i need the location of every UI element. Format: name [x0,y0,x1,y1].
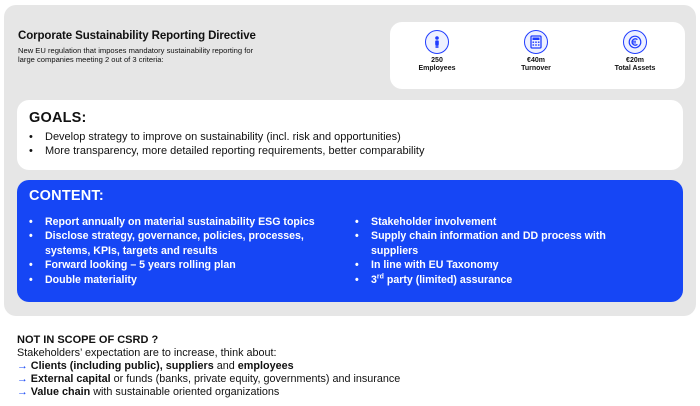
emphasis: Clients (including public) [30,360,160,372]
content-list-left [29,215,344,287]
content-item: • In line with EU Taxonomy [355,258,655,272]
csrd-header [18,30,318,64]
not-in-scope-title: NOT IN SCOPE OF CSRD ? [17,334,159,346]
ordinal-number: 3 [371,273,377,286]
criterion-turnover [501,30,571,73]
goals-card [17,100,683,170]
criterion-label: Total Assets [614,65,656,72]
emphasis: employees [237,360,294,372]
criterion-employees [402,30,472,73]
criterion-value: 250 [431,57,443,64]
content-item [355,273,655,287]
scope-line-value-chain [17,386,617,399]
goal-item: • More transparency, more detailed reporting requirements, better comparability [29,144,671,158]
person-icon [425,30,449,54]
criterion-value: €20m [626,57,644,64]
criterion-value: €40m [527,57,545,64]
emphasis: , [159,360,166,372]
content-item: • Disclose strategy, governance, policies, processes, systems, KPIs, targets and results [29,229,344,258]
content-item: • Supply chain information and DD process with suppliers [355,229,655,258]
not-in-scope-section [17,334,617,399]
emphasis: suppliers [165,360,214,372]
calculator-icon [524,30,548,54]
goals-title: GOALS: [29,110,87,126]
scope-line-capital [17,373,617,386]
connector-text: and [213,360,238,372]
csrd-description: New EU regulation that imposes mandatory sustainability reporting for large companies meeting 2 out of 3 criteria: [18,46,254,64]
line-text: or funds (banks, private equity, governments) and insurance [110,373,401,385]
scope-line-clients [17,360,617,373]
criterion-total-assets [600,30,670,73]
criterion-label: Employees [418,65,456,72]
csrd-title: Corporate Sustainability Reporting Directive [18,30,256,42]
content-item: • Stakeholder involvement [355,215,655,229]
content-card [17,180,683,302]
emphasis: External capital [30,373,111,385]
euro-icon [623,30,647,54]
emphasis: Value chain [30,386,91,398]
content-item: • Report annually on material sustainability ESG topics [29,215,344,229]
goals-list [29,130,671,158]
assurance-text: party (limited) assurance [383,273,513,286]
line-text: with sustainable oriented organizations [90,386,280,398]
content-title: CONTENT: [29,188,104,204]
arrow-right-icon: → [17,386,28,398]
criteria-card [390,22,685,89]
content-item: • Double materiality [29,273,344,287]
content-list-right [355,215,655,287]
goal-item: • Develop strategy to improve on sustainability (incl. risk and opportunities) [29,130,671,144]
arrow-right-icon: → [17,360,28,372]
criterion-label: Turnover [521,65,551,72]
not-in-scope-intro: Stakeholders’ expectation are to increase, think about: [17,347,277,359]
ordinal-suffix: rd [376,273,384,281]
content-item: • Forward looking – 5 years rolling plan [29,258,344,272]
arrow-right-icon: → [17,373,28,385]
